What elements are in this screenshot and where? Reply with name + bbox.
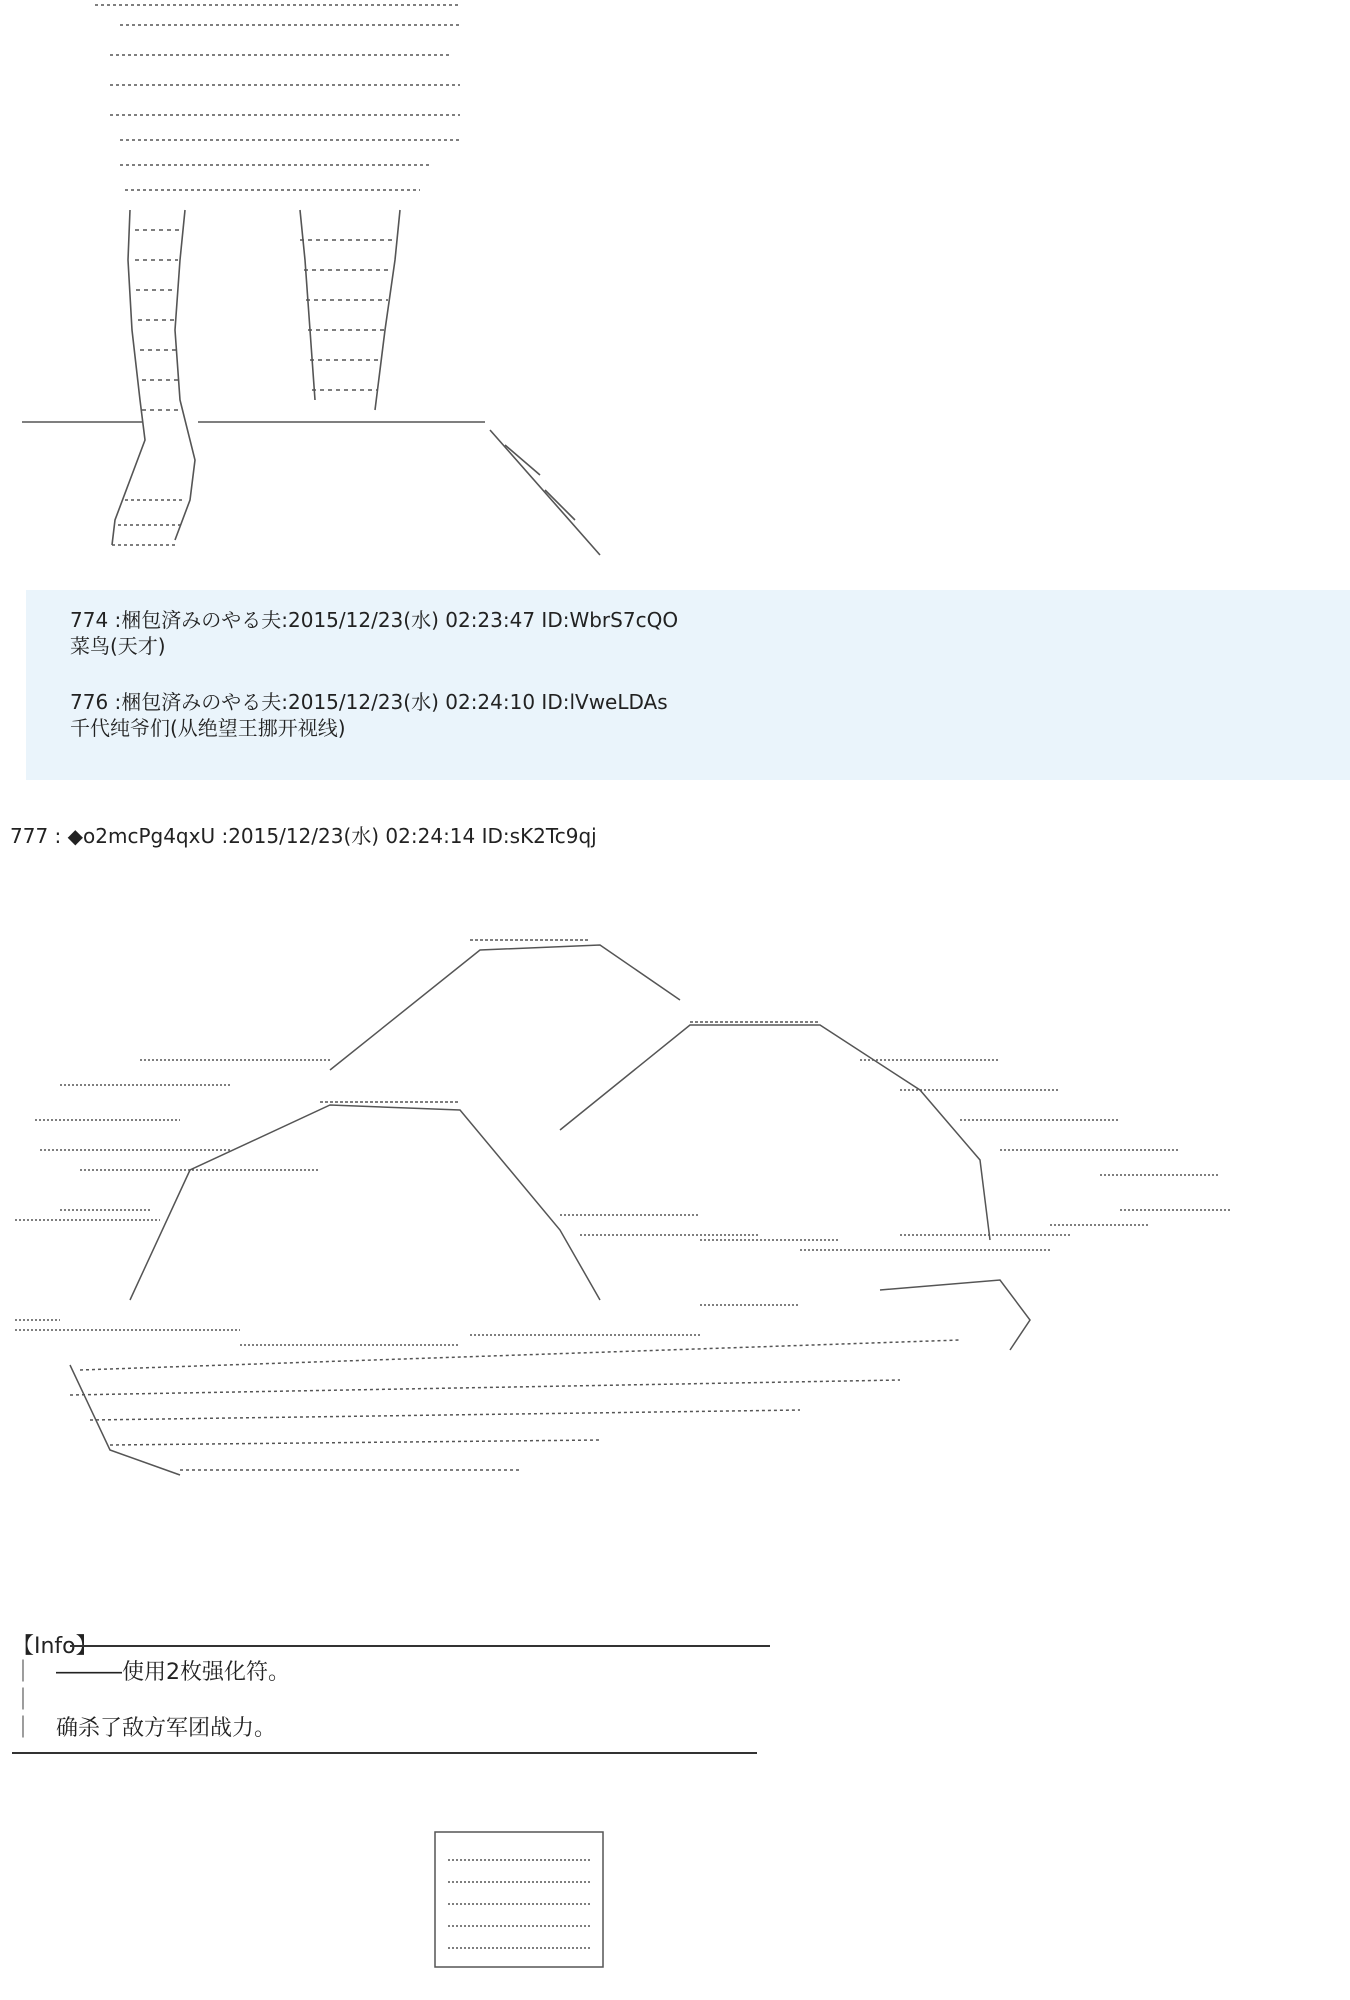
info-line: ｜ — [12, 1688, 35, 1713]
reply-body: 菜鸟(天才) — [70, 634, 166, 658]
post-header: 777 : ◆o2mcPg4qxU :2015/12/23(水) 02:24:14 ID:sK2Tc9qj — [10, 824, 597, 848]
reply-header: 774 :梱包済みのやる夫:2015/12/23(水) 02:23:47 ID:WbrS7cQO — [70, 608, 679, 632]
info-title: 【Info】 — [12, 1634, 98, 1659]
info-line: ｜ ―――使用2枚强化符。 — [12, 1660, 290, 1685]
reply-body: 千代纯爷们(从绝望王挪开视线) — [70, 716, 346, 740]
info-line: ｜ 确杀了敌方军团战力。 — [12, 1716, 277, 1741]
reply-header: 776 :梱包済みのやる夫:2015/12/23(水) 02:24:10 ID:lVweLDAs — [70, 690, 668, 714]
